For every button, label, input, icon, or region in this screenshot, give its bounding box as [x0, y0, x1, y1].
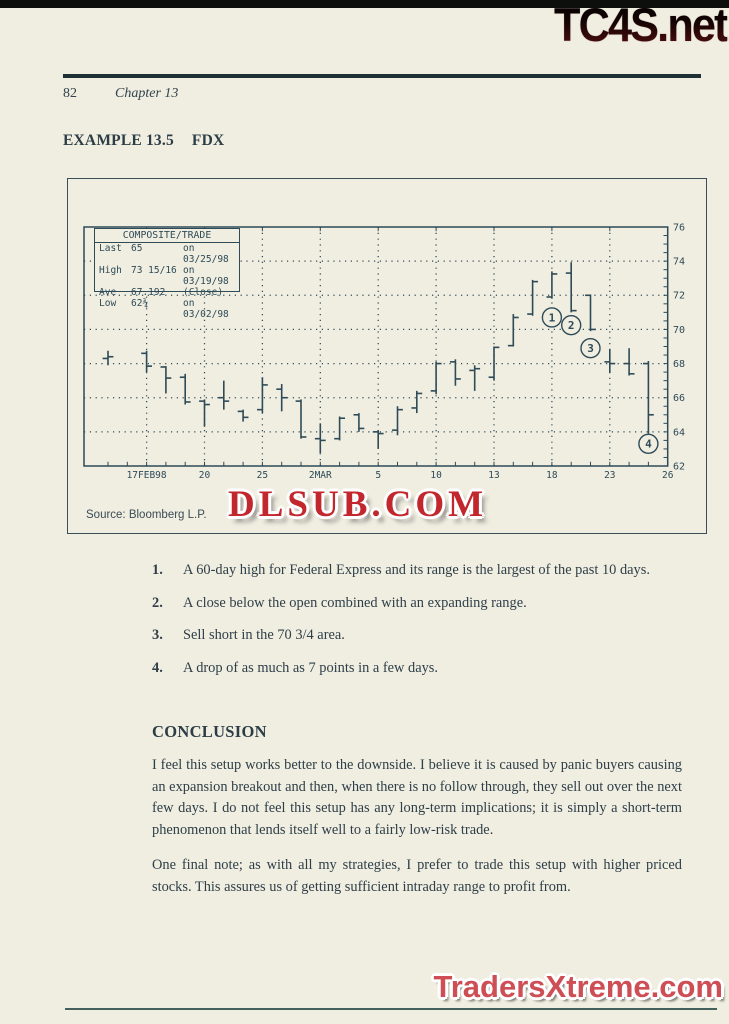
page-number: 82: [63, 86, 77, 101]
conclusion-paragraph: I feel this setup works better to the downside. I believe it is caused by panic buyers causing an expansion breakout and then, when there is no follow through, they sell out over the next few days. I do not feel this setup has any long-term implications; it is simply a short-term phenomenon that lends itself well to a fairly low-risk trade.: [152, 757, 682, 838]
svg-text:2MAR: 2MAR: [308, 470, 332, 481]
conclusion-section: [152, 722, 682, 912]
svg-text:26: 26: [661, 470, 674, 481]
list-item: [152, 658, 682, 680]
svg-text:1: 1: [548, 311, 556, 325]
svg-text:23: 23: [604, 470, 616, 481]
legend-title: COMPOSITE/TRADE: [95, 229, 239, 243]
legend-row-low: Low 62¾ on 03/02/98: [99, 298, 229, 320]
example-ticker: FDX: [191, 132, 225, 149]
svg-text:13: 13: [488, 470, 500, 481]
svg-text:25: 25: [256, 470, 269, 481]
svg-text:66: 66: [673, 393, 686, 405]
list-item-number: 1.: [152, 562, 163, 578]
dlsub-watermark: DLSUB.COM: [228, 484, 488, 525]
svg-text:68: 68: [673, 358, 686, 370]
svg-text:76: 76: [673, 222, 686, 234]
header-rule: [63, 74, 701, 78]
source-credit: Source: Bloomberg L.P.: [86, 509, 207, 521]
list-item-number: 4.: [152, 659, 163, 676]
tradersxtreme-watermark: TradersXtreme.com: [433, 969, 723, 1004]
svg-text:62: 62: [673, 461, 686, 473]
list-item-number: 2.: [152, 594, 163, 611]
list-item: [152, 593, 682, 615]
svg-text:5: 5: [375, 470, 382, 481]
svg-text:20: 20: [198, 470, 211, 481]
svg-text:10: 10: [430, 470, 442, 481]
svg-text:74: 74: [673, 256, 686, 268]
svg-text:3: 3: [587, 342, 594, 356]
legend-row-ave: Ave 67.192 (Close): [99, 287, 224, 298]
svg-text:4: 4: [645, 437, 652, 451]
tc4s-watermark: TC4S.net: [554, 0, 727, 51]
numbered-list: [152, 560, 682, 690]
legend-row-high: High 73 15/16 on 03/19/98: [99, 265, 229, 287]
list-item-number: 3.: [152, 627, 163, 643]
legend-row-last: Last 65 on 03/25/98: [99, 243, 229, 265]
svg-text:64: 64: [673, 427, 686, 439]
list-item: [152, 560, 682, 582]
conclusion-heading: CONCLUSION: [152, 722, 267, 741]
list-item-text: A drop of as much as 7 points in a few days.: [183, 659, 438, 676]
svg-text:18: 18: [546, 470, 558, 481]
svg-text:70: 70: [673, 324, 686, 336]
footer-rule: [65, 1008, 717, 1010]
svg-text:17FEB98: 17FEB98: [126, 470, 167, 481]
conclusion-paragraph: One final note; as with all my strategies, I prefer to trade this setup with higher priced stocks. This assures us of getting sufficient intraday range to profit from.: [152, 857, 682, 895]
chart-legend: [94, 228, 240, 320]
svg-text:2: 2: [567, 318, 575, 332]
list-item-text: Sell short in the 70 3/4 area.: [183, 627, 345, 643]
chapter-title: Chapter 13: [115, 86, 179, 101]
example-heading: [63, 132, 224, 150]
example-label: EXAMPLE 13.5: [63, 132, 174, 149]
list-item-text: A close below the open combined with an expanding range.: [183, 594, 527, 611]
running-head: [63, 86, 178, 102]
list-item-text: A 60-day high for Federal Express and its range is the largest of the past 10 days.: [183, 562, 650, 578]
list-item: [152, 625, 682, 647]
svg-text:72: 72: [673, 290, 686, 302]
chart-figure: [67, 178, 707, 534]
